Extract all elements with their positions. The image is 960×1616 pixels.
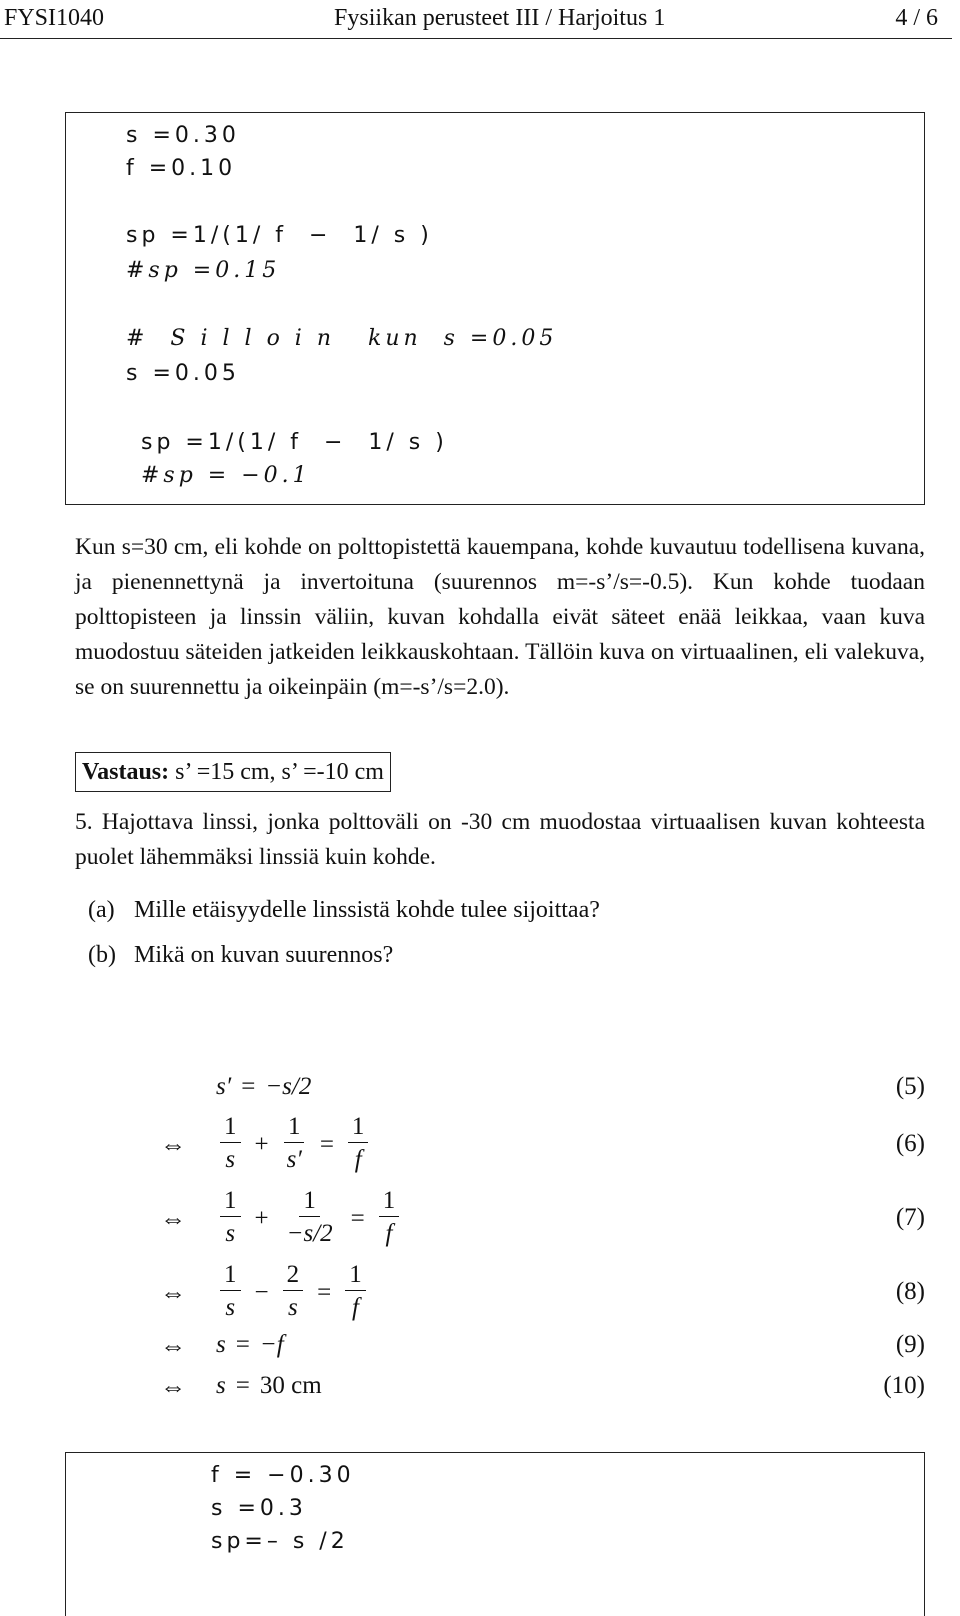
fraction: $\frac{1}{f}$ bbox=[345, 1260, 366, 1325]
code-comment: # S i l l o i n kun s =0.05 bbox=[126, 326, 558, 351]
header-rule bbox=[0, 38, 952, 39]
eq-operator: = bbox=[235, 1372, 250, 1399]
answer-text: s’ =15 cm, s’ =-10 cm bbox=[169, 759, 384, 785]
eq-operator: = bbox=[350, 1204, 365, 1232]
eq-operator: = bbox=[235, 1331, 250, 1358]
equation-number: (10) bbox=[883, 1372, 925, 1399]
question-5b: Mikä on kuvan suurennos? bbox=[134, 942, 394, 968]
fraction: $\frac{2}{s}$ bbox=[283, 1260, 304, 1325]
equivalence-arrow: ⇔ bbox=[160, 1278, 186, 1307]
code-line: s =0.30 bbox=[126, 123, 240, 148]
code-line: f =0.10 bbox=[126, 156, 237, 181]
code-comment: #sp = −0.1 bbox=[141, 463, 311, 488]
equation-7 bbox=[150, 1186, 925, 1254]
fraction: $\frac{1}{s}$ bbox=[220, 1186, 241, 1251]
answer-label: Vastaus: bbox=[82, 759, 170, 785]
equivalence-arrow: ⇔ bbox=[160, 1372, 186, 1401]
eq-operator: = bbox=[317, 1278, 332, 1306]
fraction: $\frac{1}{-s/2}$ bbox=[286, 1187, 333, 1247]
eq-term: 30 cm bbox=[259, 1372, 322, 1399]
code-line: f = −0.30 bbox=[211, 1463, 355, 1488]
eq-operator: − bbox=[254, 1278, 269, 1306]
question-5: 5. Hajottava linssi, jonka polttoväli on -30 cm muodostaa virtuaalisen kuvan kohteesta puolet lähemmäksi linssiä kuin kohde. bbox=[75, 809, 925, 870]
eq-operator: + bbox=[254, 1204, 269, 1232]
question-5a: Mille etäisyydelle linssistä kohde tulee sijoittaa? bbox=[134, 897, 600, 923]
eq-term: −f bbox=[259, 1331, 284, 1358]
fraction: $\frac{1}{s}$ bbox=[220, 1260, 241, 1325]
eq-term: s bbox=[216, 1372, 226, 1399]
equation-number: (9) bbox=[895, 1331, 925, 1358]
equation-10 bbox=[150, 1372, 925, 1408]
page-header bbox=[4, 0, 938, 36]
code-line: sp =1/(1/ f − 1/ s ) bbox=[141, 430, 448, 455]
code-line: sp=– s /2 bbox=[211, 1529, 349, 1554]
eq-operator: = bbox=[241, 1073, 256, 1100]
question-5b-label: (b) bbox=[88, 942, 116, 968]
fraction: $\frac{1}{f}$ bbox=[379, 1186, 400, 1251]
course-code: FYSI1040 bbox=[4, 4, 105, 31]
code-comment: #sp =0.15 bbox=[126, 258, 281, 283]
code-line: sp =1/(1/ f − 1/ s ) bbox=[126, 223, 433, 248]
equation-5 bbox=[150, 1073, 925, 1109]
document-title: Fysiikan perusteet III / Harjoitus 1 bbox=[334, 4, 666, 31]
equation-number: (6) bbox=[895, 1130, 925, 1157]
equivalence-arrow: ⇔ bbox=[160, 1130, 186, 1159]
fraction: $\frac{1}{s'}$ bbox=[283, 1112, 306, 1177]
code-line: s =0.3 bbox=[211, 1496, 307, 1521]
equivalence-arrow: ⇔ bbox=[160, 1204, 186, 1233]
equation-number: (5) bbox=[895, 1073, 925, 1100]
fraction: $\frac{1}{f}$ bbox=[348, 1112, 369, 1177]
solution-paragraph: Kun s=30 cm, eli kohde on polttopistettä kauempana, kohde kuvautuu todellisena kuvana, ja pienennettynä ja invertoituna (suurennos m=-s’/s=-0.5). Kun kohde tuodaan polttopisteen ja linssin väliin, kuvan kohdalla eivät säteet enää leikkaa, vaan kuva muodostuu säteiden jatkeiden leikkauskohtaan. Tällöin kuva on virtuaalinen, eli valekuva, se on suurennettu ja oikeinpäin (m=-s’/s=2.0). bbox=[75, 534, 925, 700]
question-5a-label: (a) bbox=[88, 897, 115, 923]
code-listing-2 bbox=[65, 1452, 925, 1616]
code-line: s =0.05 bbox=[126, 361, 240, 386]
eq-term: s bbox=[216, 1331, 226, 1358]
equation-8 bbox=[150, 1260, 925, 1328]
equation-number: (7) bbox=[895, 1204, 925, 1231]
eq-term: s′ bbox=[216, 1073, 232, 1100]
equivalence-arrow: ⇔ bbox=[160, 1331, 186, 1360]
eq-operator: = bbox=[319, 1130, 334, 1158]
answer-box bbox=[75, 752, 391, 792]
equation-number: (8) bbox=[895, 1278, 925, 1305]
equation-6 bbox=[150, 1112, 925, 1180]
eq-term: −s/2 bbox=[265, 1073, 312, 1100]
eq-operator: + bbox=[254, 1130, 269, 1158]
page-number: 4 / 6 bbox=[895, 4, 938, 31]
fraction: $\frac{1}{s}$ bbox=[220, 1112, 241, 1177]
code-listing-1 bbox=[65, 112, 925, 505]
equation-9 bbox=[150, 1331, 925, 1367]
